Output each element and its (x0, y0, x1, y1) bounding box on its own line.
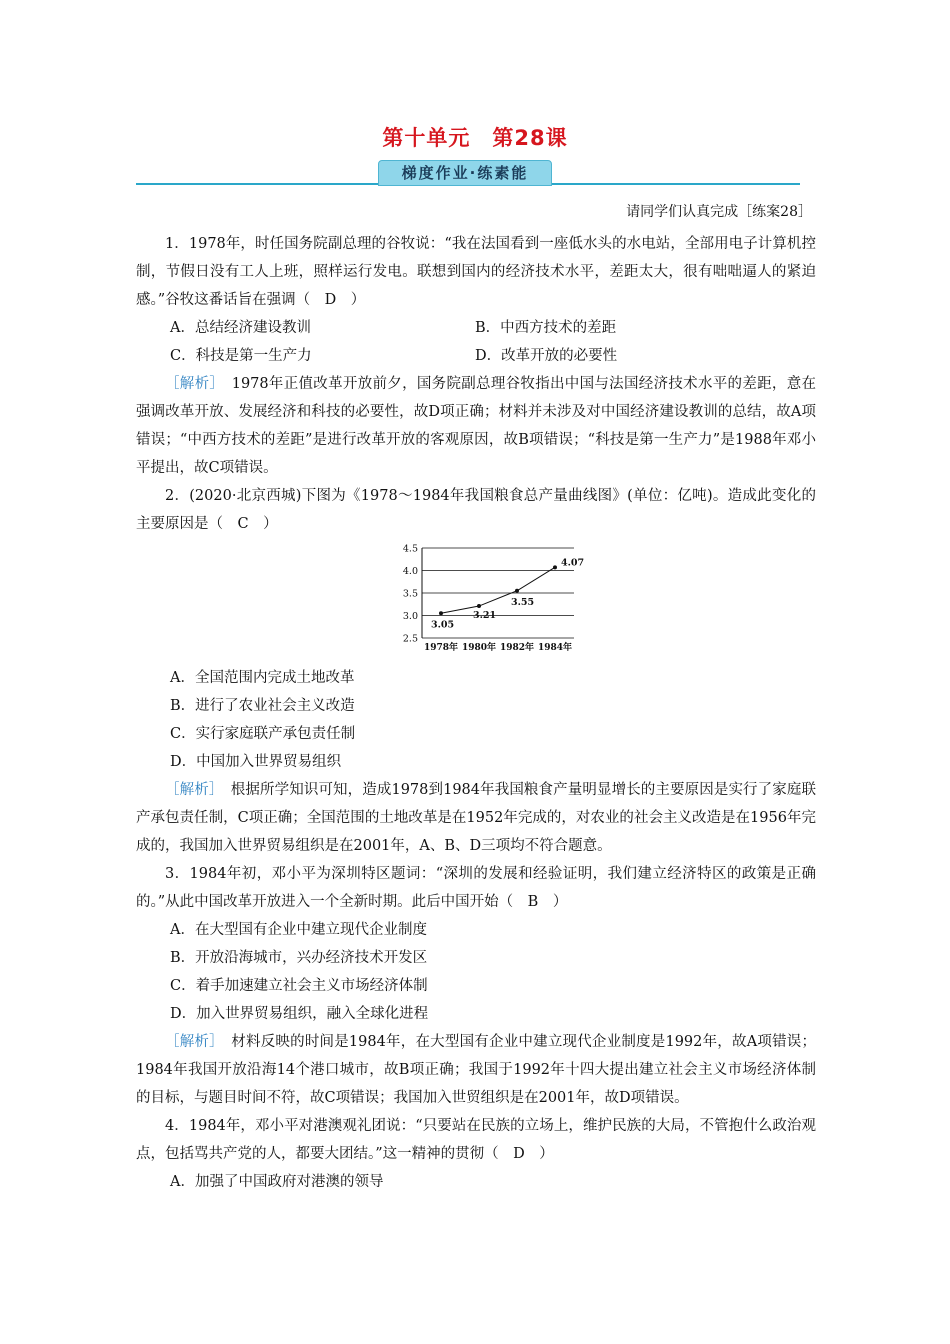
analysis-text: 1978年正值改革开放前夕，国务院副总理谷牧指出中国与法国经济技术水平的差距，意在强调改革开放、发展经济和科技的必要性，故D项正确；材料并未涉及对中国经济建设教训的总结，故A项错误；“中西方技术的差距”是进行改革开放的客观原因，故B项错误；“科技是第一生产力”是1988年邓小平提出，故C项错误。 (136, 376, 817, 476)
analysis-label: ［解析］ (165, 1034, 217, 1050)
y-tick-label: 4.0 (402, 566, 418, 577)
questions-body (136, 230, 816, 1196)
question-2-option-d: D．中国加入世界贸易组织 (170, 754, 342, 770)
question-1-stem: 1．1978年，时任国务院副总理的谷牧说：“我在法国看到一座低水头的水电站，全部用电子计算机控制，节假日没有工人上班，照样运行发电。联想到国内的经济技术水平，差距太大，很有咄咄逼人的紧迫感。”谷牧这番话旨在强调（ D ） (136, 236, 816, 308)
section-banner (136, 160, 800, 188)
x-tick-label: 1978年 (423, 643, 459, 653)
question-2-stem: 2．(2020·北京西城)下图为《1978～1984年我国粮食总产量曲线图》(单位：亿吨)。造成此变化的主要原因是（ C ） (136, 488, 816, 532)
question-2-option-c: C．实行家庭联产承包责任制 (170, 726, 356, 742)
data-point (553, 565, 557, 569)
analysis-label: ［解析］ (165, 782, 217, 798)
question-1-options-row-2 (136, 342, 816, 370)
question-3-stem: 3．1984年初，邓小平为深圳特区题词：“深圳的发展和经验证明，我们建立经济特区的政策是正确的。”从此中国改革开放进入一个全新时期。此后中国开始（ B ） (136, 866, 816, 910)
question-2-option-b: B．进行了农业社会主义改造 (170, 698, 355, 714)
y-tick-label: 3.0 (402, 611, 418, 622)
assignment-note: 请同学们认真完成［练案28］ (626, 204, 812, 220)
question-1-option-a: A．总结经济建设教训 (170, 320, 311, 336)
x-tick-label: 1982年 (499, 643, 535, 653)
question-2-option-a: A．全国范围内完成土地改革 (170, 670, 355, 686)
data-label: 4.07 (561, 557, 584, 569)
question-1-option-d: D．改革开放的必要性 (475, 348, 618, 364)
data-point (439, 611, 443, 615)
question-1-options-row-1 (136, 314, 816, 342)
y-tick-label: 2.5 (402, 633, 418, 645)
question-1-option-c: C．科技是第一生产力 (170, 348, 312, 364)
banner-label: 梯度作业·练素能 (378, 160, 552, 186)
x-tick-label: 1980年 (461, 643, 497, 653)
data-label: 3.21 (473, 610, 497, 622)
question-4-option-a: A．加强了中国政府对港澳的领导 (170, 1174, 384, 1190)
y-tick-label: 4.5 (402, 543, 418, 555)
data-label: 3.05 (431, 619, 455, 631)
x-tick-label: 1984年 (537, 643, 573, 653)
grain-output-line (441, 567, 555, 613)
question-2-analysis (136, 776, 816, 860)
data-point (477, 604, 481, 608)
analysis-label: ［解析］ (165, 376, 217, 392)
question-3-option-c: C．着手加速建立社会主义市场经济体制 (170, 978, 428, 994)
question-3-analysis (136, 1028, 816, 1112)
question-3-option-a: A．在大型国有企业中建立现代企业制度 (170, 922, 427, 938)
y-tick-label: 3.5 (402, 588, 418, 600)
lesson-title: 第十单元 第28课 (382, 126, 568, 150)
grain-output-line-chart (384, 542, 584, 654)
data-label: 3.55 (511, 596, 535, 608)
question-4-stem: 4．1984年，邓小平对港澳观礼团说：“只要站在民族的立场上，维护民族的大局，不管抱什么政治观点，包括骂共产党的人，都要大团结。”这一精神的贯彻（ D ） (136, 1118, 816, 1162)
analysis-text: 材料反映的时间是1984年，在大型国有企业中建立现代企业制度是1992年，故A项错误；1984年我国开放沿海14个港口城市，故B项正确；我国于1992年十四大提出建立社会主义市场经济体制的目标，与题目时间不符，故C项错误；我国加入世贸组织是在2001年，故D项错误。 (136, 1034, 816, 1106)
question-1-option-b: B．中西方技术的差距 (475, 320, 617, 336)
data-point (515, 589, 519, 593)
question-3-option-b: B．开放沿海城市，兴办经济技术开发区 (170, 950, 428, 966)
question-1-analysis (136, 370, 816, 482)
analysis-text: 根据所学知识可知，造成1978到1984年我国粮食产量明显增长的主要原因是实行了家庭联产承包责任制，C项正确；全国范围的土地改革是在1952年完成的，对农业的社会主义改造是在1956年完成的，我国加入世界贸易组织是在2001年，A、B、D三项均不符合题意。 (136, 782, 816, 854)
question-3-option-d: D．加入世界贸易组织，融入全球化进程 (170, 1006, 429, 1022)
